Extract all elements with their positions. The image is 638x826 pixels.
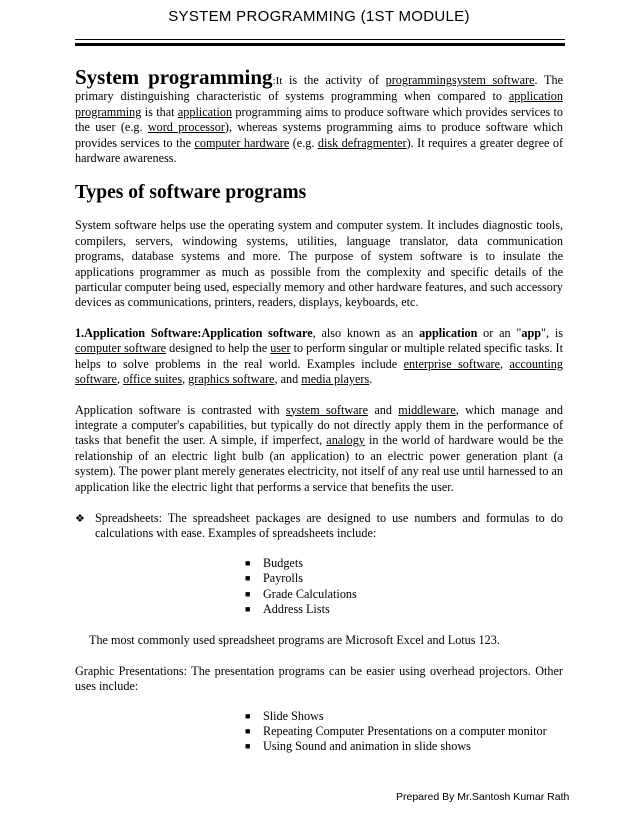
link-system-software[interactable]: system software (285, 402, 369, 417)
graphic-presentations-list (75, 709, 563, 755)
link-computer-hardware[interactable]: computer hardware (194, 135, 290, 150)
intro-paragraph (75, 65, 564, 166)
contrast-text: and (368, 402, 399, 417)
app-text: . (369, 372, 373, 387)
square-bullet-icon: ■ (245, 726, 251, 736)
app-text: or an " (477, 325, 522, 340)
link-analogy[interactable]: analogy (326, 433, 365, 448)
intro-text: ). It requires a greater degree of hardware awareness. (75, 135, 564, 166)
link-disk-defragmenter[interactable]: disk defragmenter (317, 135, 407, 150)
list-item-text: Payrolls (263, 571, 303, 586)
square-bullet-icon: ■ (245, 710, 251, 721)
intro-text: . The primary distinguishing characteristic of systems programming when compared to (75, 73, 563, 104)
section-heading-types: Types of software programs (75, 182, 307, 204)
app-text: , and (274, 372, 302, 387)
page-footer: Prepared By Mr.Santosh Kumar Rath (396, 791, 570, 803)
square-bullet-icon: ■ (245, 741, 251, 752)
intro-text: programming aims to produce software which provides services to the user (e.g. (75, 104, 563, 135)
link-application-programming[interactable]: application programming (75, 89, 563, 119)
intro-text: ), whereas systems programming aims to produce software which provides services to the (75, 120, 563, 150)
contrast-paragraph (75, 403, 563, 495)
app-text: designed to help the (166, 341, 271, 356)
list-item (245, 724, 563, 739)
list-item (245, 602, 563, 617)
header-rule-thin (75, 39, 565, 40)
list-item-text: Budgets (263, 555, 303, 570)
app-bold-app: app (521, 325, 542, 340)
intro-colon: :It (272, 75, 283, 87)
list-item (245, 709, 563, 724)
link-media-players[interactable]: media players (301, 372, 370, 387)
spreadsheets-text: Spreadsheets: The spreadsheet packages are designed to use numbers and formulas to do calculations with ease. Examples of spreadsheets include: (95, 510, 563, 541)
link-computer-software[interactable]: computer software (75, 341, 167, 356)
list-item-text: Using Sound and animation in slide shows (263, 739, 471, 754)
link-middleware[interactable]: middleware (398, 402, 456, 417)
list-item-text: Repeating Computer Presentations on a computer monitor (263, 724, 547, 738)
app-text: , (116, 372, 124, 387)
app-text: , also known as an (312, 325, 420, 340)
link-enterprise-software[interactable]: enterprise software (403, 356, 501, 371)
list-item (245, 739, 563, 754)
intro-text: (e.g. (289, 135, 318, 150)
intro-text: is the activity of (282, 73, 386, 87)
link-graphics-software[interactable]: graphics software (188, 372, 275, 387)
link-programming-system-software[interactable]: programmingsystem software (385, 73, 535, 87)
graphic-presentations-paragraph: Graphic Presentations: The presentation programs can be easier using overhead projectors. Other uses include: (75, 663, 563, 694)
header-rule-thick (75, 43, 565, 46)
contrast-text: , which manage and integrate a computer's capabilities, but typically do not directly apply them in the performance of tasks that benefit the user. A simple, if imperfect, (75, 402, 563, 448)
contrast-text: in the world of hardware would be the relationship of an electric light bulb (an application) to an electric power generation plant (a system). The power plant merely generates electricity, not itself of any real use until harnessed to an application like the electric light that performs a service that benefits the user. (75, 433, 563, 494)
link-accounting-software[interactable]: accounting software (75, 356, 563, 387)
link-office-suites[interactable]: office suites (123, 372, 183, 387)
document-body (75, 65, 564, 755)
app-text: to perform singular or multiple related specific tasks. It helps to solve problems in the real world. Examples include (75, 341, 563, 371)
link-word-processor[interactable]: word processor (147, 120, 225, 135)
app-software-label: 1.Application Software: (75, 325, 202, 340)
intro-text: is that (141, 104, 178, 119)
spreadsheets-bullet (75, 511, 563, 542)
intro-heading: System programming (75, 65, 273, 89)
app-software-term: Application software (201, 325, 313, 340)
square-bullet-icon: ■ (245, 603, 251, 614)
list-item (245, 571, 563, 586)
list-item-text: Address Lists (263, 601, 330, 616)
page-header: SYSTEM PROGRAMMING (1ST MODULE) (168, 8, 470, 25)
square-bullet-icon: ■ (245, 557, 251, 568)
list-item-text: Grade Calculations (263, 586, 357, 601)
spreadsheets-list (75, 556, 563, 618)
link-user[interactable]: user (270, 341, 291, 356)
app-text: , (500, 356, 510, 371)
app-text: ", is (541, 325, 563, 340)
list-item-text: Slide Shows (263, 708, 324, 723)
list-item (245, 587, 563, 602)
diamond-bullet-icon: ❖ (75, 512, 85, 525)
list-item (245, 556, 563, 571)
types-paragraph: System software helps use the operating system and computer system. It includes diagnostic tools, compilers, servers, windowing systems, utilities, language translator, data communication programs, database systems and more. The purpose of system software is to insulate the applications programmer as much as possible from the complexity and specific details of the particular computer being used, especially memory and other hardware features, and such accessory devices as communications, printers, readers, displays, keyboards, etc. (75, 218, 563, 310)
app-text: , (182, 372, 189, 387)
app-bold-application: application (419, 325, 478, 340)
square-bullet-icon: ■ (245, 573, 251, 584)
square-bullet-icon: ■ (245, 588, 251, 599)
link-application[interactable]: application (177, 104, 233, 119)
spreadsheets-note: The most commonly used spreadsheet programs are Microsoft Excel and Lotus 123. (89, 633, 500, 648)
app-software-paragraph (75, 326, 563, 388)
contrast-text: Application software is contrasted with (75, 402, 286, 417)
